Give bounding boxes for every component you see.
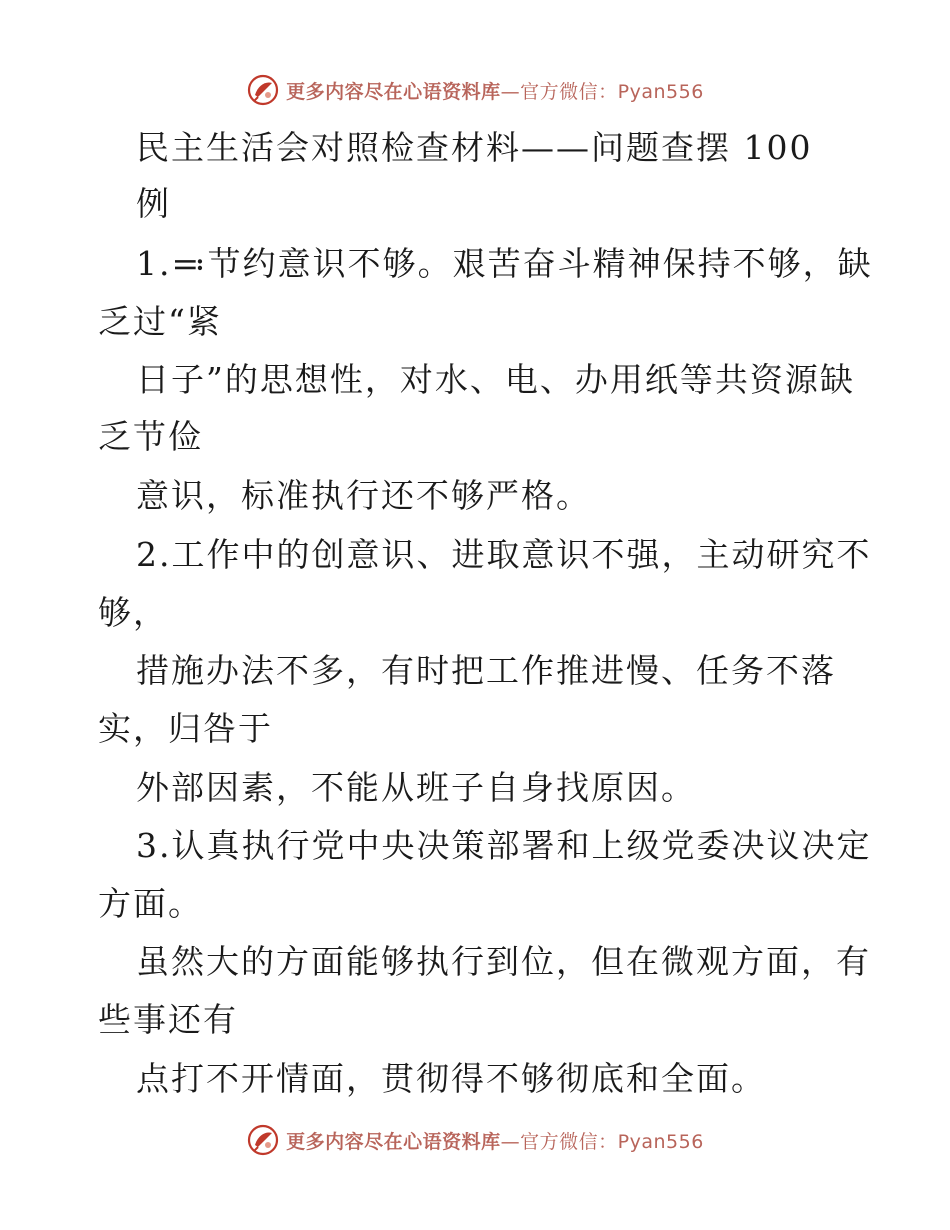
footer-banner-text: 更多内容尽在心语资料库—官方微信：Pyan556 [286,1130,704,1153]
flower-pen-logo-icon [246,73,280,107]
document-title: 民主生活会对照检查材料——问题查摆 100 [136,128,813,167]
document-title-continued: 例 [136,184,171,223]
paragraph-line: 1.≕节约意识不够。艰苦奋斗精神保持不够，缺 [136,244,873,283]
paragraph-line: 日子”的思想性，对水、电、办用纸等共资源缺 [136,360,855,399]
header-banner [0,70,950,110]
paragraph-line: 乏节俭 [98,417,203,456]
flower-pen-logo-icon [246,1123,280,1157]
paragraph-line: 实，归咎于 [98,709,273,748]
paragraph-line: 虽然大的方面能够执行到位，但在微观方面，有 [136,942,871,981]
paragraph-line: 意识，标准执行还不够严格。 [136,476,591,515]
paragraph-line: 点打不开情面，贯彻得不够彻底和全面。 [136,1059,766,1098]
footer-banner [0,1120,950,1160]
paragraph-line: 外部因素，不能从班子自身找原因。 [136,768,696,807]
paragraph-line: 方面。 [98,884,203,923]
paragraph-line: 2.工作中的创意识、进取意识不强，主动研究不 [136,535,872,574]
paragraph-line: 乏过“紧 [98,302,222,341]
header-banner-text: 更多内容尽在心语资料库—官方微信：Pyan556 [286,80,704,103]
paragraph-line: 3.认真执行党中央决策部署和上级党委决议决定 [136,826,872,865]
paragraph-line: 些事还有 [98,1000,238,1039]
paragraph-line: 够， [98,593,168,632]
paragraph-line: 措施办法不多，有时把工作推进慢、任务不落 [136,651,836,690]
